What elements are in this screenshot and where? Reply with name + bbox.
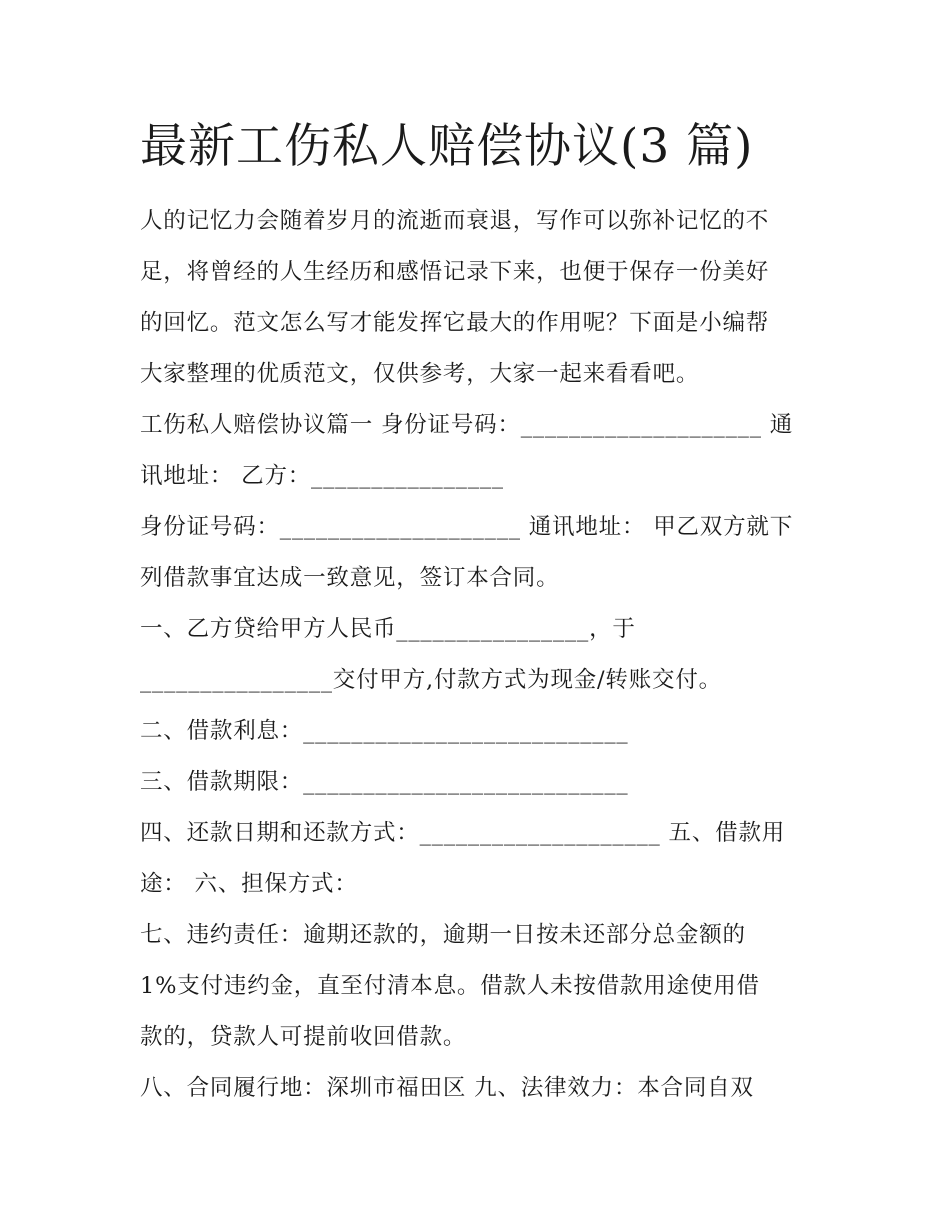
body-line-5: 工伤私人赔偿协议篇一 身份证号码：____________________ 通 [140, 412, 794, 438]
body-line-18: 八、合同履行地：深圳市福田区 九、法律效力：本合同自双 [140, 1075, 754, 1101]
body-line-11: 二、借款利息：___________________________ [140, 718, 629, 744]
body-line-9: 一、乙方贷给甲方人民币________________，于 [140, 616, 636, 642]
body-line-17: 款的，贷款人可提前收回借款。 [140, 1024, 467, 1050]
body-line-14: 途： 六、担保方式： [140, 871, 358, 897]
body-line-8: 列借款事宜达成一致意见，签订本合同。 [140, 565, 560, 591]
document-title: 最新工伤私人赔偿协议(3 篇) [140, 119, 754, 174]
body-line-3: 的回忆。范文怎么写才能发挥它最大的作用呢？下面是小编帮 [140, 310, 770, 336]
body-line-1: 人的记忆力会随着岁月的流逝而衰退，写作可以弥补记忆的不 [140, 208, 770, 234]
body-line-13: 四、还款日期和还款方式：____________________ 五、借款用 [140, 820, 786, 846]
body-line-16: 1%支付违约金，直至付清本息。借款人未按借款用途使用借 [140, 973, 760, 999]
body-line-7: 身份证号码：____________________ 通讯地址： 甲乙双方就下 [140, 514, 794, 540]
body-line-2: 足，将曾经的人生经历和感悟记录下来，也便于保存一份美好 [140, 259, 770, 285]
body-line-4: 大家整理的优质范文，仅供参考，大家一起来看看吧。 [140, 361, 700, 387]
body-line-12: 三、借款期限：___________________________ [140, 769, 629, 795]
body-line-15: 七、违约责任：逾期还款的，逾期一日按未还部分总金额的 [140, 922, 746, 948]
body-line-10: ________________交付甲方,付款方式为现金/转账交付。 [140, 667, 722, 693]
body-line-6: 讯地址： 乙方：________________ [140, 463, 504, 489]
